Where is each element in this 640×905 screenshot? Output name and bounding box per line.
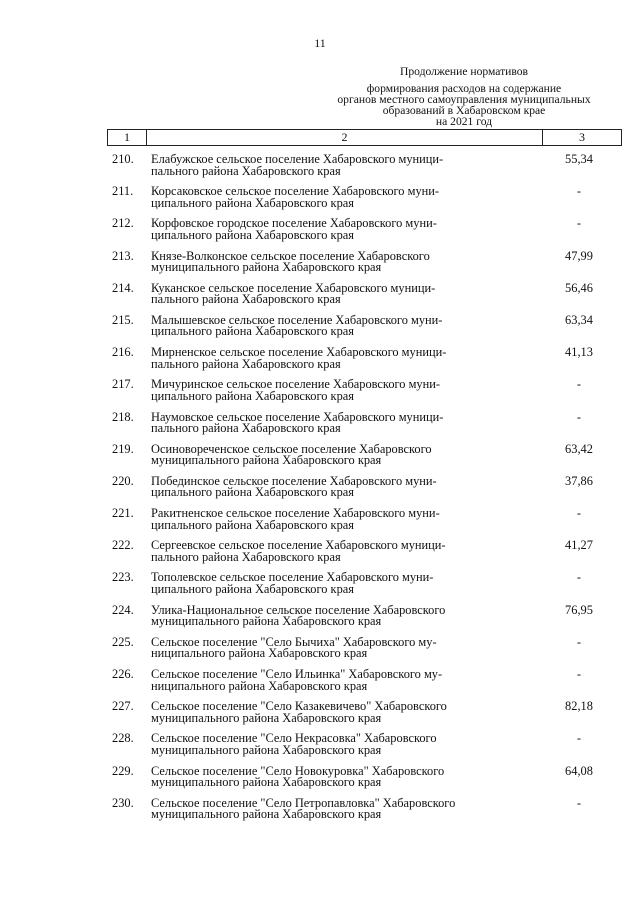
caption-line: Продолжение нормативов <box>399 65 529 78</box>
name-line: пального района Хабаровского края <box>151 421 341 435</box>
municipality-name <box>151 312 523 339</box>
name-line: Сельское поселение "Село Ильинка" Хабаровского му- <box>151 667 443 681</box>
caption-line: органов местного самоуправления муниципальных <box>337 93 591 106</box>
norm-value: 63,34 <box>565 312 593 327</box>
row-number: 219. <box>112 441 134 456</box>
row-number: 225. <box>112 634 134 649</box>
row-number: 228. <box>112 731 134 746</box>
row-number: 216. <box>112 345 134 360</box>
norm-value: - <box>576 216 582 231</box>
name-line: Сельское поселение "Село Некрасовка" Хабаровского <box>151 731 437 746</box>
norm-value: - <box>576 377 582 392</box>
norm-value: 76,95 <box>565 602 593 617</box>
table-row <box>107 733 622 765</box>
municipality-name <box>151 379 523 402</box>
norm-value: - <box>576 184 582 199</box>
name-line: Мичуринское сельское поселение Хабаровского муни- <box>151 377 441 392</box>
municipality-name <box>151 280 523 307</box>
row-number: 211. <box>112 184 134 199</box>
row-number: 230. <box>112 795 134 810</box>
norm-value: - <box>576 409 582 424</box>
name-line: Куканское сельское поселение Хабаровского муници- <box>151 280 436 295</box>
caption-line: образований в Хабаровском крае <box>382 104 546 117</box>
table-row <box>107 379 622 411</box>
municipality-name <box>151 602 523 629</box>
name-line: Улика-Национальное сельское поселение Хабаровского <box>151 602 446 617</box>
row-number: 222. <box>112 538 134 553</box>
name-line: Сельское поселение "Село Новокуровка" Хабаровского <box>151 763 445 778</box>
table-row <box>107 473 622 508</box>
name-line: Князе-Волконское сельское поселение Хабаровского <box>151 248 430 263</box>
name-line: пального района Хабаровского края <box>151 292 341 307</box>
caption-line: формирования расходов на содержание <box>366 82 562 95</box>
table-row <box>107 409 622 444</box>
page-number: 11 <box>314 36 326 50</box>
norm-value: 64,08 <box>565 763 593 778</box>
table-row <box>107 441 622 476</box>
name-line: Елабужское сельское поселение Хабаровского муници- <box>151 152 444 166</box>
row-number: 221. <box>112 506 134 521</box>
municipality-name <box>151 186 523 209</box>
municipality-name <box>151 634 523 661</box>
row-number: 215. <box>112 312 134 327</box>
name-line: Тополевское сельское поселение Хабаровского муни- <box>151 570 434 585</box>
name-line: Сельское поселение "Село Петропавловка" Хабаровского <box>151 795 456 810</box>
row-number: 227. <box>112 699 134 714</box>
row-number: 218. <box>112 409 134 424</box>
table-row <box>107 634 622 669</box>
norm-value: - <box>576 634 582 649</box>
table-row <box>107 763 622 798</box>
table-row <box>107 347 622 379</box>
norm-value: - <box>576 795 582 810</box>
municipality-name <box>151 669 523 692</box>
header-col-1: 1 <box>108 130 147 145</box>
municipality-name <box>151 441 523 468</box>
name-line: пального района Хабаровского края <box>151 549 341 564</box>
row-number: 220. <box>112 473 134 488</box>
name-line: муниципального района Хабаровского края <box>151 614 382 629</box>
row-number: 212. <box>112 216 134 231</box>
municipality-name <box>151 733 523 756</box>
name-line: Малышевское сельское поселение Хабаровского муни- <box>151 312 443 327</box>
norm-value: 55,34 <box>565 152 593 166</box>
row-number: 229. <box>112 763 134 778</box>
name-line: ципального района Хабаровского края <box>151 324 354 339</box>
row-number: 210. <box>112 152 134 166</box>
name-line: ниципального района Хабаровского края <box>151 646 368 661</box>
norm-value: - <box>576 667 582 681</box>
name-line: ниципального района Хабаровского края <box>151 678 368 693</box>
table-row <box>107 669 622 701</box>
row-number: 223. <box>112 570 134 585</box>
name-line: Наумовское сельское поселение Хабаровского муници- <box>151 409 444 424</box>
name-line: ципального района Хабаровского края <box>151 388 354 403</box>
municipality-name <box>151 473 523 500</box>
municipality-name <box>151 409 523 435</box>
norm-value: 56,46 <box>565 280 593 295</box>
norm-value: 63,42 <box>565 441 593 456</box>
municipality-name <box>151 795 523 822</box>
municipality-name <box>151 154 523 177</box>
table-row <box>107 508 622 540</box>
municipality-name <box>151 508 523 531</box>
name-line: муниципального района Хабаровского края <box>151 453 382 468</box>
norm-value: 41,13 <box>565 345 593 360</box>
table-header <box>107 129 622 146</box>
table-row <box>107 280 622 315</box>
municipality-name <box>151 763 523 790</box>
header-col-2: 2 <box>147 130 543 145</box>
caption-line: на 2021 год <box>435 115 493 128</box>
norm-value: 82,18 <box>565 699 593 714</box>
municipality-name <box>151 248 523 275</box>
municipality-name <box>151 540 523 563</box>
table-row <box>107 602 622 637</box>
name-line: Сельское поселение "Село Казакевичево" Хабаровского <box>151 699 447 714</box>
municipality-name <box>151 701 523 724</box>
name-line: муниципального района Хабаровского края <box>151 807 382 822</box>
row-number: 226. <box>112 667 134 681</box>
name-line: муниципального района Хабаровского края <box>151 742 382 757</box>
municipality-name <box>151 218 523 241</box>
row-number: 224. <box>112 602 134 617</box>
norm-value: 37,86 <box>565 473 593 488</box>
row-number: 217. <box>112 377 134 392</box>
table-row <box>107 540 622 572</box>
name-line: муниципального района Хабаровского края <box>151 260 382 275</box>
name-line: Мирненское сельское поселение Хабаровского муници- <box>151 345 447 360</box>
table-row <box>107 572 622 604</box>
name-line: пального района Хабаровского края <box>151 163 341 178</box>
name-line: муниципального района Хабаровского края <box>151 775 382 790</box>
norm-value: - <box>576 506 582 521</box>
name-line: Корсаковское сельское поселение Хабаровского муни- <box>151 184 440 199</box>
table-row <box>107 154 622 186</box>
row-number: 213. <box>112 248 134 263</box>
table-row <box>107 701 622 733</box>
norm-value: 47,99 <box>565 248 593 263</box>
name-line: муниципального района Хабаровского края <box>151 710 382 725</box>
name-line: ципального района Хабаровского края <box>151 517 354 532</box>
name-line: ципального района Хабаровского края <box>151 227 354 242</box>
table-body <box>107 154 622 830</box>
name-line: Осиновореченское сельское поселение Хабаровского <box>151 441 432 456</box>
municipality-name <box>151 347 523 370</box>
table-row <box>107 312 622 347</box>
table-row <box>107 218 622 250</box>
table-caption <box>306 66 622 127</box>
municipality-name <box>151 572 523 595</box>
name-line: Корфовское городское поселение Хабаровского муни- <box>151 216 437 231</box>
norm-value: - <box>576 570 582 585</box>
table-row <box>107 795 622 830</box>
name-line: Сельское поселение "Село Бычиха" Хабаровского му- <box>151 634 437 649</box>
norm-value: 41,27 <box>565 538 593 553</box>
header-col-3: 3 <box>579 130 585 144</box>
name-line: ципального района Хабаровского края <box>151 195 354 210</box>
row-number: 214. <box>112 280 134 295</box>
name-line: Сергеевское сельское поселение Хабаровского муници- <box>151 538 446 553</box>
norm-value: - <box>576 731 582 746</box>
table-row <box>107 248 622 283</box>
table-row <box>107 186 622 218</box>
name-line: пального района Хабаровского края <box>151 356 341 371</box>
name-line: ципального района Хабаровского края <box>151 485 354 500</box>
name-line: ципального района Хабаровского края <box>151 581 354 596</box>
name-line: Ракитненское сельское поселение Хабаровского муни- <box>151 506 440 521</box>
name-line: Побединское сельское поселение Хабаровского муни- <box>151 473 437 488</box>
